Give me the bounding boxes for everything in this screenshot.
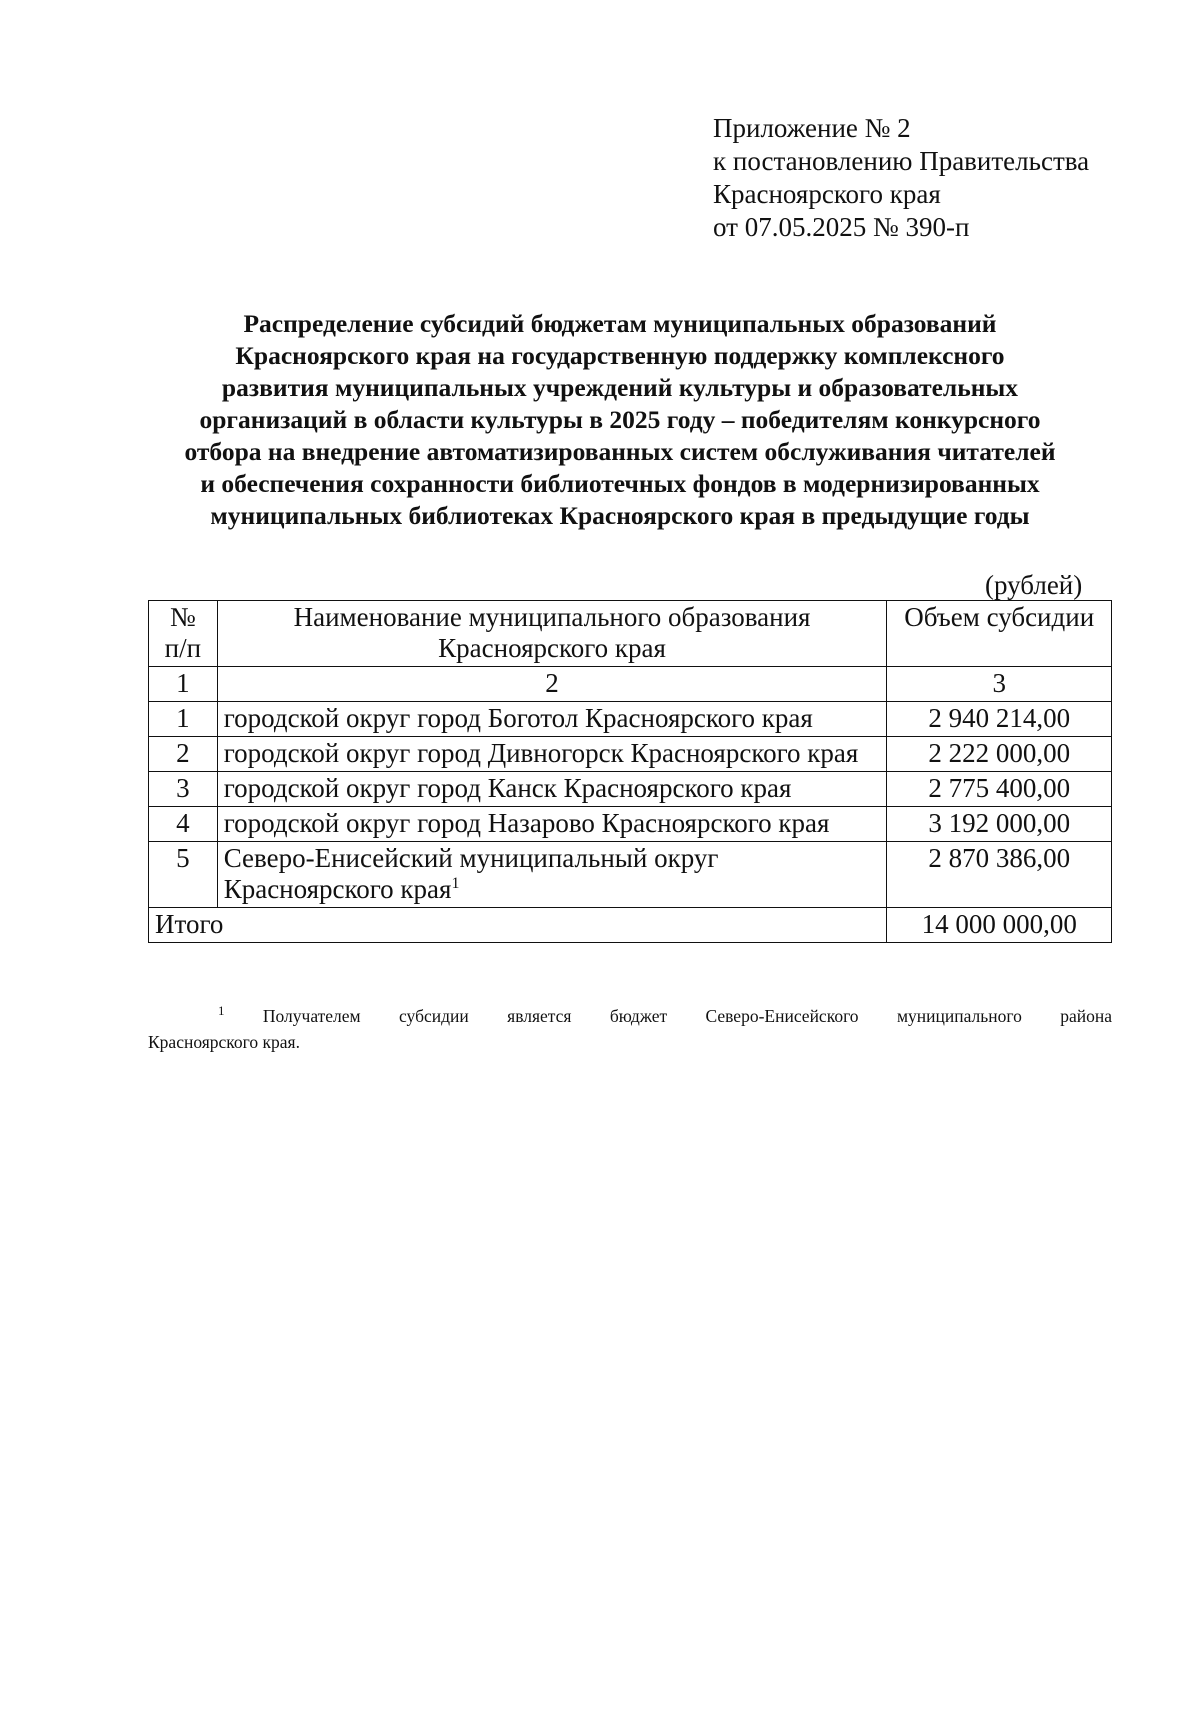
title-line: Красноярского края на государственную поддержку комплексного xyxy=(235,341,1005,370)
row-value: 3 192 000,00 xyxy=(887,807,1112,842)
header-num-line: п/п xyxy=(164,633,202,663)
title-line: организаций в области культуры в 2025 году – победителям конкурсного xyxy=(199,405,1041,434)
row-name-text: Красноярского края xyxy=(223,874,452,904)
footnote-mark: 1 xyxy=(218,1003,225,1019)
column-number-row xyxy=(149,667,1112,702)
table-row xyxy=(149,842,1112,908)
column-number: 1 xyxy=(149,667,218,702)
row-name: городской округ город Боготол Красноярского края xyxy=(217,702,887,737)
table-header-row xyxy=(149,601,1112,667)
total-value: 14 000 000,00 xyxy=(887,908,1112,943)
row-value: 2 940 214,00 xyxy=(887,702,1112,737)
column-number: 2 xyxy=(217,667,887,702)
header-num-line: № xyxy=(169,602,196,632)
row-num: 4 xyxy=(149,807,218,842)
subsidy-table xyxy=(148,600,1112,943)
appendix-line: Красноярского края xyxy=(713,179,941,209)
row-name-line xyxy=(224,874,881,905)
row-value: 2 222 000,00 xyxy=(887,737,1112,772)
unit-label: (рублей) xyxy=(985,570,1083,600)
title-line: Распределение субсидий бюджетам муниципальных образований xyxy=(243,309,997,338)
row-name-line: Северо-Енисейский муниципальный округ xyxy=(223,843,719,873)
row-name: городской округ город Канск Красноярского края xyxy=(217,772,887,807)
title-line: развития муниципальных учреждений культуры и образовательных xyxy=(221,373,1019,402)
appendix-line: от 07.05.2025 № 390-п xyxy=(713,212,970,242)
row-name: городской округ город Дивногорск Красноярского края xyxy=(217,737,887,772)
table-row xyxy=(149,772,1112,807)
table-row xyxy=(149,807,1112,842)
document-title xyxy=(120,308,1120,532)
footnote-mark: 1 xyxy=(451,875,460,892)
footnote xyxy=(148,1003,1112,1055)
footnote-text: Получателем субсидии является бюджет Северо-Енисейского муниципального района xyxy=(262,1006,1112,1026)
row-num: 1 xyxy=(149,702,218,737)
footnote-line xyxy=(148,1003,1112,1029)
footnote-line: Красноярского края. xyxy=(148,1032,300,1052)
header-num xyxy=(149,601,218,667)
title-line: муниципальных библиотеках Красноярского края в предыдущие годы xyxy=(210,501,1030,530)
row-num: 5 xyxy=(149,842,218,908)
table-row xyxy=(149,702,1112,737)
header-name-line: Наименование муниципального образования xyxy=(293,602,811,632)
row-value: 2 775 400,00 xyxy=(887,772,1112,807)
row-num: 2 xyxy=(149,737,218,772)
appendix-header xyxy=(713,112,1089,244)
appendix-line: Приложение № 2 xyxy=(713,113,911,143)
row-num: 3 xyxy=(149,772,218,807)
table-row xyxy=(149,737,1112,772)
header-name xyxy=(217,601,887,667)
total-row xyxy=(149,908,1112,943)
row-name xyxy=(217,842,887,908)
header-value: Объем субсидии xyxy=(887,601,1112,667)
row-value: 2 870 386,00 xyxy=(887,842,1112,908)
column-number: 3 xyxy=(887,667,1112,702)
title-line: и обеспечения сохранности библиотечных фондов в модернизированных xyxy=(200,469,1040,498)
header-name-line: Красноярского края xyxy=(438,633,666,663)
appendix-line: к постановлению Правительства xyxy=(713,146,1090,176)
title-line: отбора на внедрение автоматизированных систем обслуживания читателей xyxy=(184,437,1056,466)
total-label: Итого xyxy=(149,908,887,943)
row-name: городской округ город Назарово Красноярского края xyxy=(217,807,887,842)
